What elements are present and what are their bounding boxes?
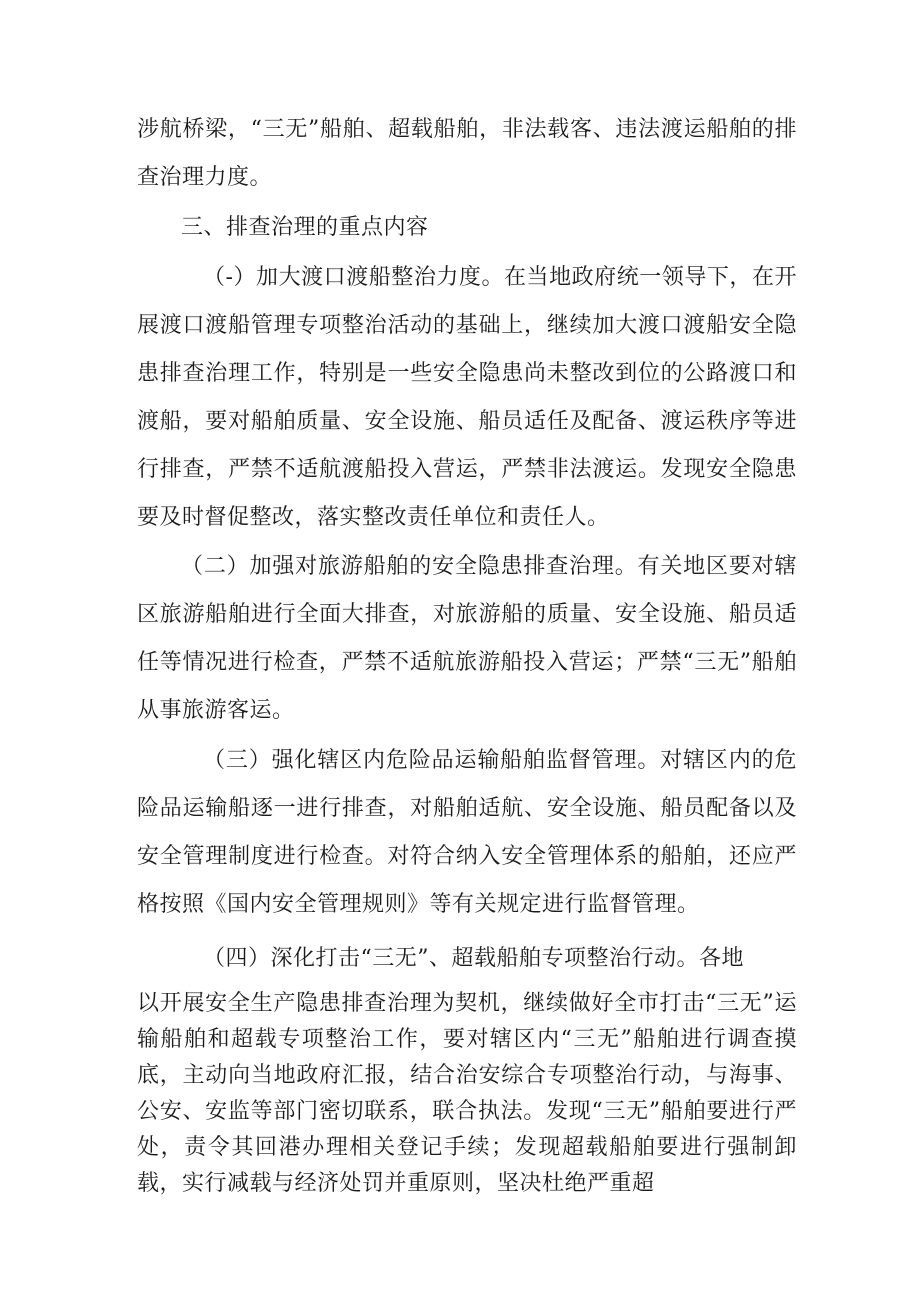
section-heading: 三、排查治理的重点内容 (181, 215, 429, 240)
paragraph-item-1: （-）加大渡口渡船整治力度。在当地政府统一领导下，在开展渡口渡船管理专项整治活动的基础上，继续加大渡口渡船安全隐患排查治理工作，特别是一些安全隐患尚未整改到位的公路渡口和渡船，要对船舶质量、安全设施、船员适任及配备、渡运秩序等进行排查，严禁不适航渡船投入营运，严禁非法渡运。发现安全隐患要及时督促整改，落实整改责任单位和责任人。 (137, 265, 797, 530)
paragraph-continuation: 涉航桥梁，“三无”船舶、超载船舶，非法载客、违法渡运船舶的排查治理力度。 (137, 117, 797, 190)
paragraph-item-3: （三）强化辖区内危险品运输船舶监督管理。对辖区内的危险品运输船逐一进行排查，对船舶适航、安全设施、船员配备以及安全管理制度进行检查。对符合纳入安全管理体系的船舶，还应严格按照《国内安全管理规则》等有关规定进行监督管理。 (137, 748, 797, 917)
paragraph-item-4-continued: 以开展安全生产隐患排查治理为契机，继续做好全市打击“三无”运输船舶和超载专项整治工作，要对辖区内“三无”船舶进行调查摸底，主动向当地政府汇报，结合治安综合专项整治行动，与海事、公安、安监等部门密切联系，联合执法。发现“三无”船舶要进行严处，责令其回港办理相关登记手续；发现超载船舶要进行强制卸载，实行减载与经济处罚并重原则，坚决杜绝严重超 (137, 991, 797, 1196)
paragraph-item-2: （二）加强对旅游船舶的安全隐患排查治理。有关地区要对辖区旅游船舶进行全面大排查，对旅游船的质量、安全设施、船员适任等情况进行检查，严禁不适航旅游船投入营运；严禁“三无”船舶从事旅游客运。 (137, 554, 797, 723)
paragraph-item-4: （四）深化打击“三无”、超载船舶专项整治行动。各地 (203, 946, 744, 971)
